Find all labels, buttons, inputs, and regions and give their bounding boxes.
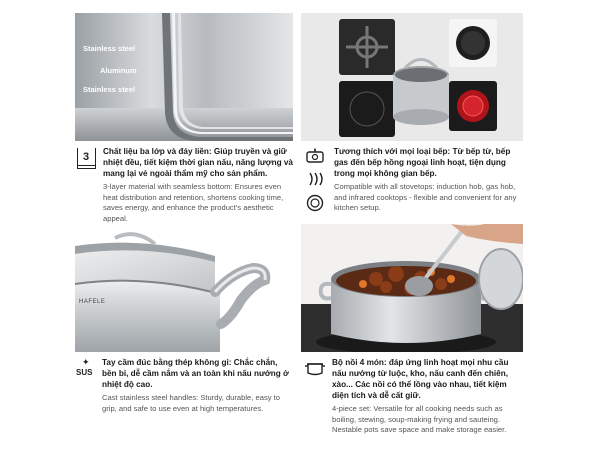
layer-label-2: Aluminum	[100, 66, 137, 75]
gas-stove-icon	[306, 146, 324, 164]
induction-icon	[306, 170, 324, 188]
set-photo	[301, 224, 523, 352]
set-en: 4-piece set: Versatile for all cooking needs such as boiling, stewing, soup-making frying and sauteing. Nestable pots save space and make storage easier.	[332, 404, 507, 434]
handles-en: Cast stainless steel handles: Sturdy, durable, easy to grip, and safe to use even at high temperatures.	[102, 393, 280, 413]
handles-vi: Tay cầm đúc bằng thép không gỉ: Chắc chắn, bền bỉ, dễ cầm nắm và an toàn khi nấu nướng ở nhiệt độ cao.	[102, 358, 289, 389]
stoves-text	[334, 146, 526, 214]
infrared-icon	[306, 194, 324, 212]
sus-steel-icon: ✦ SUS	[76, 357, 93, 377]
brand-text: HAFELE	[79, 299, 106, 305]
stoves-en: Compatible with all stovetops: induction hob, gas hob, and infrared cooktops - flexible and convenient for any kitchen setup.	[334, 182, 517, 212]
set-text	[332, 357, 524, 436]
stoves-photo	[301, 13, 523, 141]
layer-label-1: Stainless steel	[83, 44, 136, 53]
stoves-vi: Tương thích với mọi loại bếp: Từ bếp từ, bếp gas đến bếp hồng ngoại linh hoạt, tiện dụng trong mọi không gian bếp.	[334, 147, 511, 178]
layer-label-3: Stainless steel	[83, 85, 136, 94]
handles-text	[102, 357, 292, 414]
pot-icon	[305, 360, 325, 376]
handles-icon-box	[75, 357, 97, 379]
layers-vi: Chất liệu ba lớp và đáy liền: Giúp truyền và giữ nhiệt đều, tiết kiệm thời gian nấu, năng lượng và mang lại vẻ ngoài thẩm mỹ cho sản phẩm.	[103, 147, 293, 178]
set-icon-box	[304, 360, 326, 376]
layers-text	[103, 146, 295, 224]
stoves-icon-box	[304, 146, 326, 212]
layers-en: 3-layer material with seamless bottom: Ensures even heat distribution and retention, shortens cooking time, saves energy, and enhance the product's aesthetic appeal.	[103, 182, 284, 223]
handles-photo	[75, 224, 293, 352]
layers-icon-box	[76, 148, 96, 169]
set-vi: Bộ nồi 4 món: đáp ứng linh hoạt mọi nhu cầu nấu nướng từ luộc, kho, nấu canh đến chiên, xào... Các nồi có thể lồng vào nhau, tiết kiệm diện tích và dễ cất giữ.	[332, 358, 509, 400]
three-layer-icon: 3	[77, 148, 96, 169]
layers-photo	[75, 13, 293, 141]
